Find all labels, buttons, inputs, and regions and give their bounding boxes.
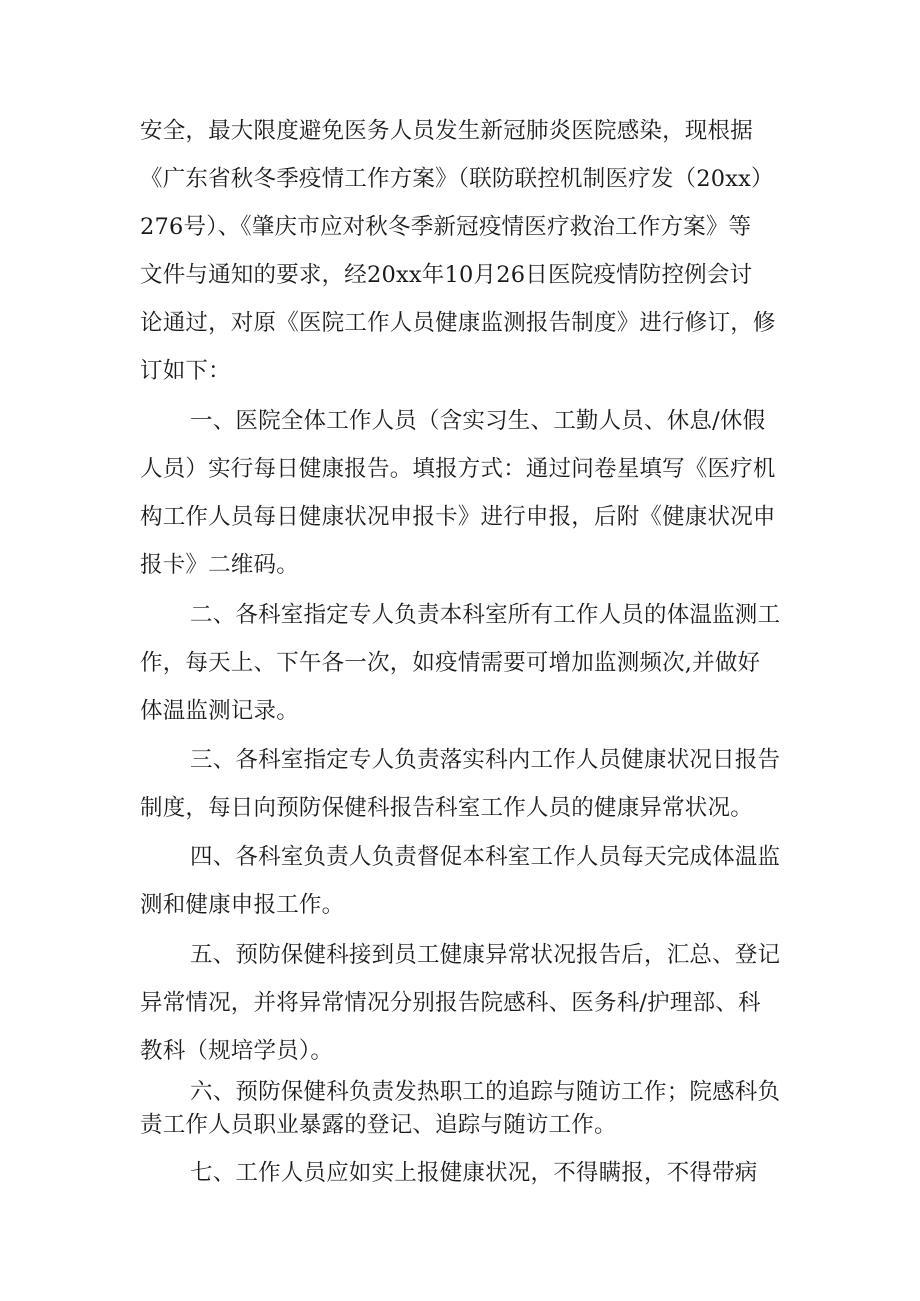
text-line: 测和健康申报工作。: [140, 892, 345, 918]
text-line: 构工作人员每日健康状况申报卡》进行申报，后附《健康状况申: [140, 504, 776, 530]
text-line: 责工作人员职业暴露的登记、追踪与随访工作。: [140, 1112, 617, 1138]
text-line: 报卡》二维码。: [140, 552, 299, 578]
text-line: 安全，最大限度避免医务人员发生新冠肺炎医院感染，现根据: [140, 118, 753, 144]
text-line: 体温监测记录。: [140, 698, 299, 724]
section-three-start: 三、各科室指定专人负责落实科内工作人员健康状况日报告: [190, 747, 781, 773]
section-six-start: 六、预防保健科负责发热职工的追踪与随访工作；院感科负: [190, 1079, 781, 1105]
section-seven-start: 七、工作人员应如实上报健康状况，不得瞒报，不得带病: [190, 1160, 758, 1186]
text-line: 作，每天上、下午各一次，如疫情需要可增加监测频次,并做好: [140, 650, 761, 676]
section-four-start: 四、各科室负责人负责督促本科室工作人员每天完成体温监: [190, 844, 781, 870]
section-one-start: 一、医院全体工作人员（含实习生、工勤人员、休息/休假: [190, 408, 766, 434]
section-five-start: 五、预防保健科接到员工健康异常状况报告后，汇总、登记: [190, 942, 781, 968]
text-line: 276号）、《肇庆市应对秋冬季新冠疫情医疗救治工作方案》等: [140, 214, 752, 240]
text-line: 制度，每日向预防保健科报告科室工作人员的健康异常状况。: [140, 795, 753, 821]
text-line: 异常情况，并将异常情况分别报告院感科、医务科/护理部、科: [140, 990, 761, 1016]
text-line: 订如下：: [140, 358, 231, 384]
text-line: 论通过，对原《医院工作人员健康监测报告制度》进行修订，修: [140, 310, 776, 336]
section-two-start: 二、各科室指定专人负责本科室所有工作人员的体温监测工: [190, 602, 781, 628]
text-line: 教科（规培学员）。: [140, 1038, 334, 1064]
text-line: 文件与通知的要求，经20xx年10月26日医院疫情防控例会讨: [140, 262, 753, 288]
text-line: 《广东省秋冬季疫情工作方案》（联防联控机制医疗发（20xx）: [140, 166, 774, 192]
text-line: 人员）实行每日健康报告。填报方式：通过问卷星填写《医疗机: [140, 456, 776, 482]
